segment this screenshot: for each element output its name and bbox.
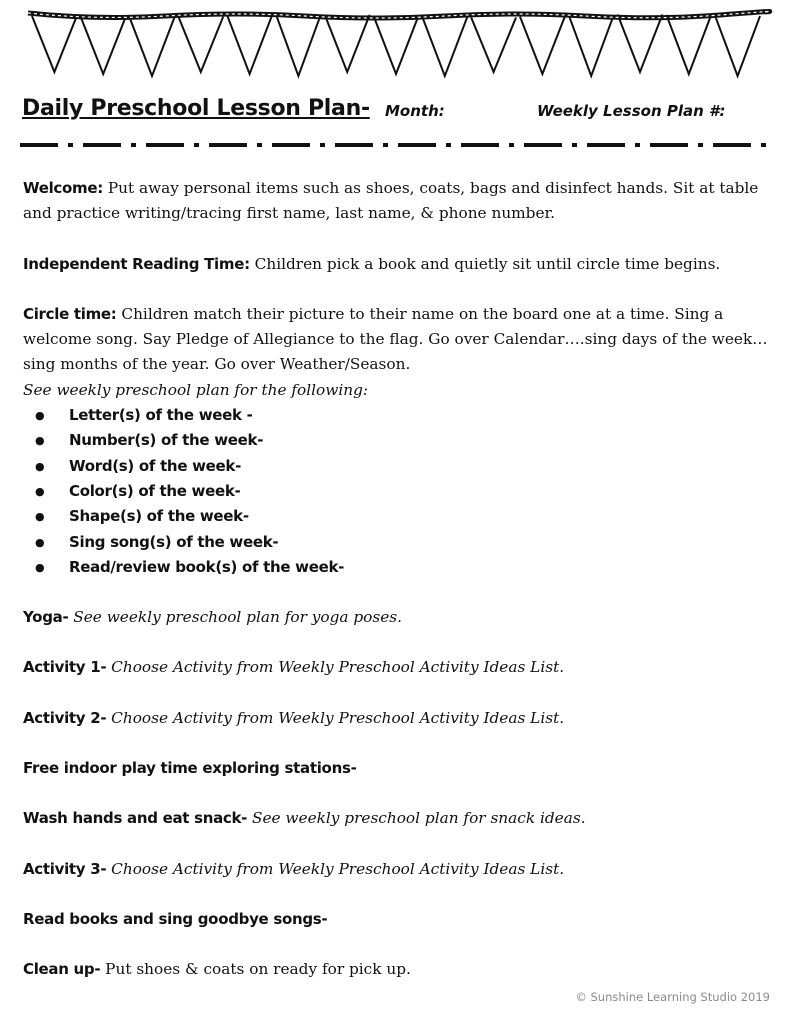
pennant-flag [325,15,370,72]
pennant-flag [422,17,467,76]
free-play-label: Free indoor play time exploring stations- [23,759,357,778]
pennant-flag [618,15,663,72]
weekly-items-list [23,403,775,580]
list-item: ● Sing song(s) of the week- [23,530,775,555]
header [22,96,782,126]
reading-text: Children pick a book and quietly sit until circle time begins. [254,254,721,273]
snack-label: Wash hands and eat snack- [23,809,248,828]
cleanup-text: Put shoes & coats on ready for pick up. [105,960,411,979]
activity1-section [23,655,775,680]
pennant-banner [0,0,794,92]
welcome-label: Welcome: [23,179,103,197]
copyright: © Sunshine Learning Studio 2019 [575,990,770,1004]
activity2-label: Activity 2- [23,708,107,727]
pennant-flag [130,17,175,76]
snack-text: See weekly preschool plan for snack ideas. [251,809,586,828]
yoga-text: See weekly preschool plan for yoga poses. [73,608,402,627]
pennant-flag [32,16,77,72]
list-item: ● Word(s) of the week- [23,454,775,479]
pennant-flag [520,17,565,74]
snack-section [23,806,775,831]
activity3-label: Activity 3- [23,859,107,878]
activity1-text: Choose Activity from Weekly Preschool Activity Ideas List. [111,658,565,677]
cleanup-section [23,957,775,982]
month-label: Month: [385,102,445,120]
reading-section [23,252,775,277]
circle-note: See weekly preschool plan for the following: [23,380,369,399]
banner-rope [28,11,770,18]
activity1-label: Activity 1- [23,658,107,677]
free-play-section [23,756,775,781]
yoga-label: Yoga- [23,608,69,627]
list-item: ● Letter(s) of the week - [23,403,775,428]
pennant-flag [178,17,223,72]
pennant-flag [227,15,272,74]
pennant-flag [471,17,516,72]
weekly-plan-label: Weekly Lesson Plan #: [537,102,726,120]
reading-label: Independent Reading Time: [23,254,250,273]
activity3-text: Choose Activity from Weekly Preschool Activity Ideas List. [111,859,565,878]
lesson-plan-body [23,176,775,983]
activity2-section [23,706,775,731]
dash-dot-divider [0,138,794,152]
circle-text: Children match their picture to their name on the board one at a time. Sing a welcome song. Say Pledge of Allegiance to the flag. Go over Calendar….sing days of the week…sing months of the year. Go over Weather/Season. [23,304,768,374]
list-item: ● Color(s) of the week- [23,479,775,504]
activity2-text: Choose Activity from Weekly Preschool Activity Ideas List. [111,708,565,727]
pennant-flag [276,15,321,76]
pennant-flag [666,15,711,74]
activity3-section [23,857,775,882]
list-item: ● Shape(s) of the week- [23,504,775,529]
pennant-flag [715,16,760,76]
yoga-section [23,605,775,630]
pennant-flag [374,16,419,74]
welcome-section [23,176,775,227]
goodbye-label: Read books and sing goodbye songs- [23,909,328,928]
pennant-flag [81,17,126,74]
welcome-text: Put away personal items such as shoes, coats, bags and disinfect hands. Sit at table and practice writing/tracing first name, last name, & phone number. [23,179,759,223]
circle-section [23,302,775,378]
goodbye-section [23,907,775,932]
cleanup-label: Clean up- [23,960,101,979]
list-item: ● Number(s) of the week- [23,428,775,453]
circle-label: Circle time: [23,304,117,323]
list-item: ● Read/review book(s) of the week- [23,555,775,580]
pennant-flag [569,15,614,76]
page-title: Daily Preschool Lesson Plan- [22,96,370,121]
